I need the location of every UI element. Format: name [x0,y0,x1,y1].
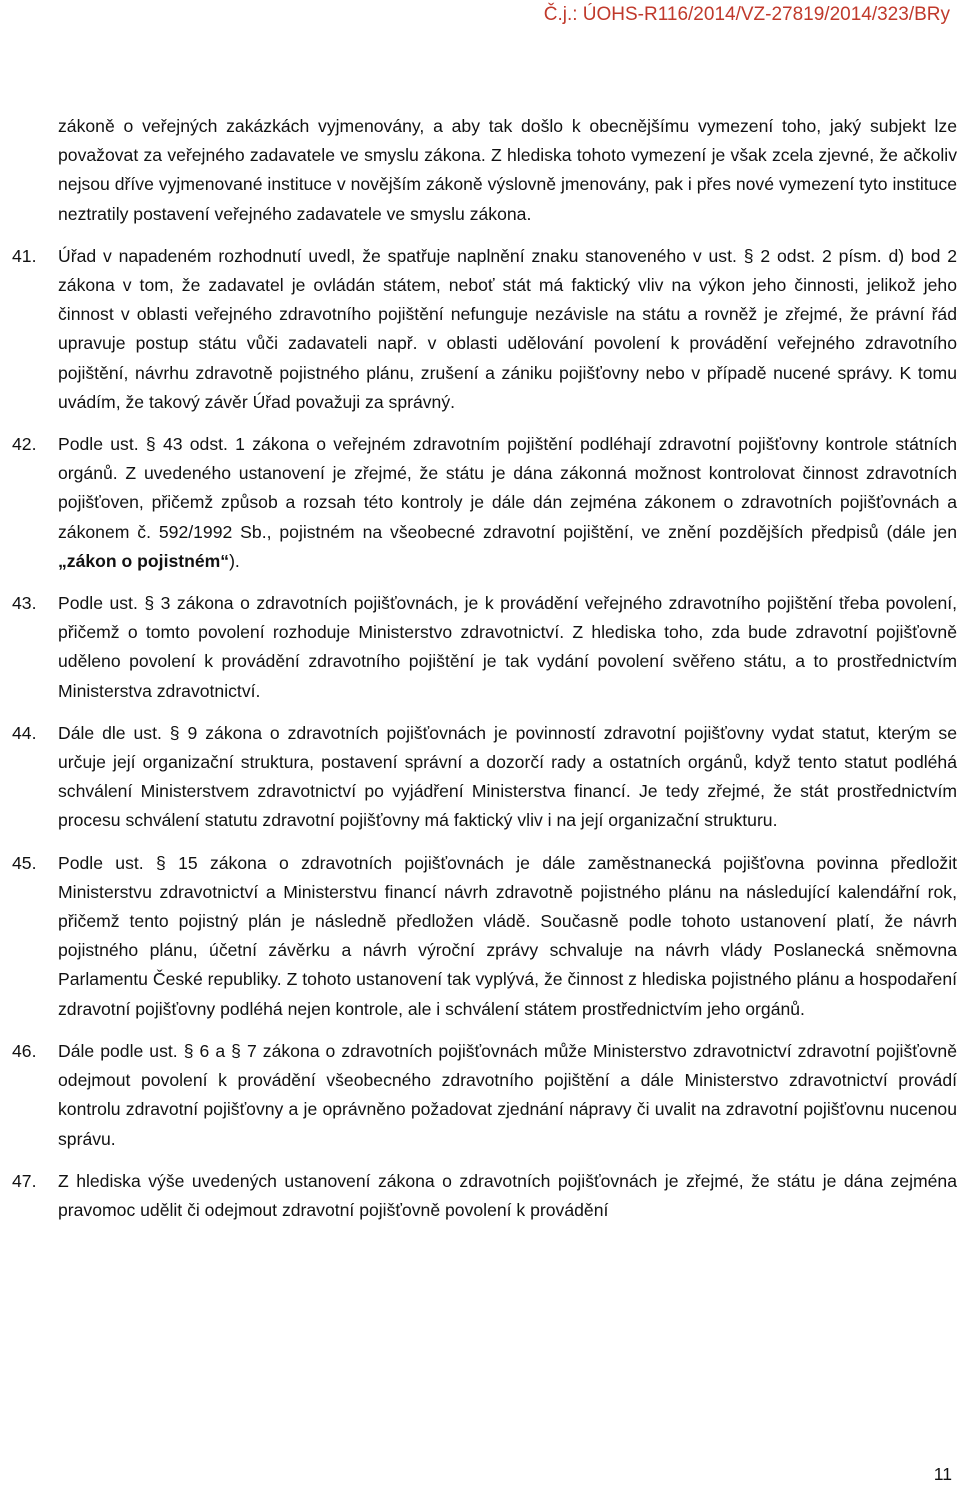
paragraph-number: 44. [12,722,37,743]
paragraph-number: 41. [12,245,37,266]
paragraph-47 [12,1167,957,1225]
paragraph-45 [12,849,957,1024]
paragraph-number: 46. [12,1040,37,1061]
paragraph-text: Z hlediska výše uvedených ustanovení zákona o zdravotních pojišťovnách je zřejmé, že státu je dána zejména pravomoc udělit či odejmout zdravotní pojišťovně povolení k provádění [58,1170,957,1220]
paragraph-text: zákoně o veřejných zakázkách vyjmenovány, a aby tak došlo k obecnějšímu vymezení toho, jaký subjekt lze považovat za veřejného zadavatele ve smyslu zákona. Z hlediska tohoto vymezení je však zcela zjevné, že ačkoliv nejsou dříve vyjmenované instituce v novějším zákoně výslovně jmenovány, pak i přes nové vymezení tyto instituce neztratily postavení veřejného zadavatele ve smyslu zákona. [58,116,957,224]
defined-term: „zákon o pojistném“ [58,550,230,571]
paragraph-text: Úřad v napadeném rozhodnutí uvedl, že spatřuje naplnění znaku stanoveného v ust. § 2 odst. 2 písm. d) bod 2 zákona v tom, že zadavatel je ovládán státem, neboť stát má faktický vliv na výkon jeho činnosti, jelikož jeho činnost v oblasti veřejného zdravotního pojištění nefunguje nezávisle na státu a rovněž je zřejmé, že právní řád upravuje postup státu vůči zadavateli např. v oblasti udělování povolení k provádění veřejného zdravotního pojištění, návrhu zdravotně pojistného plánu, zrušení a zániku pojišťovny nebo v případě nucené správy. K tomu uvádím, že takový závěr Úřad považuji za správný. [58,245,957,412]
paragraph-number: 43. [12,593,37,614]
paragraph-text: Podle ust. § 15 zákona o zdravotních pojišťovnách je dále zaměstnanecká pojišťovna povinna předložit Ministerstvu zdravotnictví a Ministerstvu financí návrh zdravotně pojistného plánu na následující kalendářní rok, přičemž tento pojistný plán je následně předložen vládě. Současně podle tohoto ustanovení platí, že návrh pojistného plánu, účetní závěrku a návrh výroční zprávy schvaluje na návrh vlády Poslanecká sněmovna Parlamentu České republiky. Z tohoto ustanovení tak vyplývá, že činnost z hlediska pojistného plánu a hospodaření zdravotní pojišťovny podléhá nejen kontrole, ale i schválení státem prostřednictvím jeho orgánů. [58,852,957,1019]
paragraph-number: 42. [12,434,37,455]
document-body [12,112,957,1238]
paragraph-text: Podle ust. § 3 zákona o zdravotních pojišťovnách, je k provádění veřejného zdravotního pojištění třeba povolení, přičemž o tomto povolení rozhoduje Ministerstvo zdravotnictví. Z hlediska toho, zda bude zdravotní pojišťovně uděleno povolení k provádění zdravotního pojištění je tak vydání povolení svěřeno státu, a to prostřednictvím Ministerstva zdravotnictví. [58,593,957,701]
paragraph-text-part: ). [229,550,240,571]
paragraph-43 [12,589,957,706]
paragraph-46 [12,1037,957,1154]
paragraph-44 [12,719,957,836]
paragraph-number: 45. [12,852,37,873]
paragraph-number: 47. [12,1170,37,1191]
document-reference-number: Č.j.: ÚOHS-R116/2014/VZ-27819/2014/323/BRy [543,4,950,25]
page-number: 11 [933,1464,952,1484]
paragraph-text: Dále podle ust. § 6 a § 7 zákona o zdravotních pojišťovnách může Ministerstvo zdravotnictví zdravotní pojišťovně odejmout povolení k provádění všeobecného zdravotního pojištění a dále Ministerstvo zdravotnictví provádí kontrolu zdravotní pojišťovny a je oprávněno požadovat zjednání nápravy či uvalit na zdravotní pojišťovnu nucenou správu. [58,1040,957,1149]
paragraph-text [58,430,957,576]
paragraph-42 [12,430,957,576]
paragraph-text: Dále dle ust. § 9 zákona o zdravotních pojišťovnách je povinností zdravotní pojišťovny vydat statut, kterým se určuje její organizační struktura, postavení správní a dozorčí rady a ostatních orgánů, když tento statut podléhá schválení Ministerstvem zdravotnictví po vyjádření Ministerstva financí. Je tedy zřejmé, že stát prostřednictvím procesu schválení statutu zdravotní pojišťovny má faktický vliv i na její organizační strukturu. [58,722,957,831]
paragraph-continuation [12,112,957,229]
paragraph-text-part: Podle ust. § 43 odst. 1 zákona o veřejném zdravotním pojištění podléhají zdravotní pojišťovny kontrole státních orgánů. Z uvedeného ustanovení je zřejmé, že státu je dána zákonná možnost kontrolovat činnost zdravotních pojišťoven, přičemž způsob a rozsah této kontroly je dále dán zejména zákonem o zdravotních pojišťovnách a zákonem č. 592/1992 Sb., pojistném na všeobecné zdravotní pojištění, ve znění pozdějších předpisů (dále jen [58,434,957,542]
paragraph-41 [12,242,957,417]
